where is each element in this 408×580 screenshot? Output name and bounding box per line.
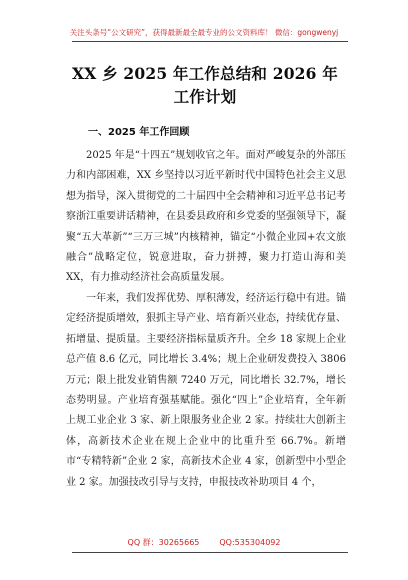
- header-divider: [72, 41, 348, 42]
- body-paragraph: 2025 年是“十四五”规划收官之年。面对严峻复杂的外部压力和内部困难，XX 乡坚持以习近平新时代中国特色社会主义思想为指导，深入贯彻党的二十届四中全会精神和习近平总书记考察浙江重要讲话精神，在县委县政府和乡党委的坚强领导下，凝聚“五大革新”“三万三城”内核精神，锚定“小微企业园+农文旅融合”战略定位，锐意进取，奋力拼搏，聚力打造山海和美 XX，有力推动经济社会高质量发展。: [66, 150, 346, 284]
- body-paragraph: 一年来，我们发挥优势、厚积薄发，经济运行稳中有进。锚定经济提质增效，狠抓主导产业、培育新兴业态，持续优存量、拓增量、提质量。主要经济指标量质齐升。全乡 18 家规上企业总产值 8.6 亿元，同比增长 3.4%；规上企业研发费投入 3806 万元；限上批发业销售额 7240 万元，同比增长 32.7%，增长态势明显。产业培育强基赋能。强化“四上”企业培育，全年新上规工业企业 3 家、新上限服务业企业 2 家。持续壮大创新主体，高新技术企业在规上企业中的比重升至 66.7%。新增市“专精特新”企业 2 家，高新技术企业 4 家，创新型中小型企业 2 家。加强技改引导与支持，申报技改补助项目 4 个，: [66, 293, 346, 488]
- section-heading: 一、2025 年工作回顾: [88, 127, 190, 138]
- header-banner: 关注头条号“公文研究”，获得最新最全最专业的公文资料库！ 微信：gongwenyj: [69, 28, 339, 37]
- footer-qq: QQ:535304092: [219, 538, 281, 547]
- footer-contact: [0, 537, 408, 549]
- footer-qq-group: QQ 群：30265665: [127, 538, 200, 547]
- footer-divider: [72, 552, 348, 553]
- document-title: XX 乡 2025 年工作总结和 2026 年工作计划: [72, 64, 338, 106]
